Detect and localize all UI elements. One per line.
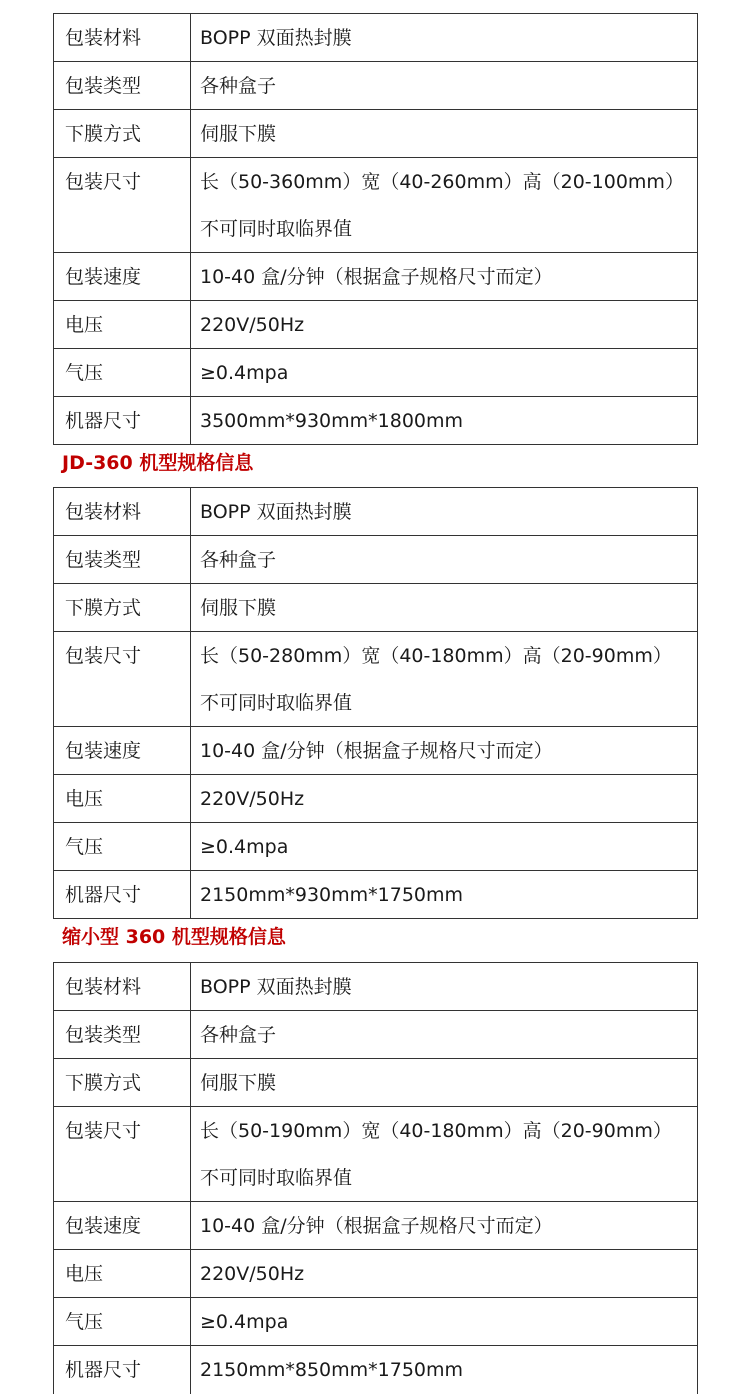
- row-value: 各种盒子: [191, 1011, 698, 1059]
- table-row: [54, 253, 698, 301]
- row-value-line-1: 长（50-280mm）宽（40-180mm）高（20-90mm）: [200, 645, 672, 667]
- row-label: 包装尺寸: [54, 158, 191, 253]
- section-title-compact-360: 缩小型 360 机型规格信息: [62, 926, 286, 948]
- row-value: 220V/50Hz: [191, 301, 698, 349]
- table-row: [54, 632, 698, 727]
- row-label: 气压: [54, 823, 191, 871]
- spec-table-3: [53, 962, 698, 1394]
- row-label: 气压: [54, 349, 191, 397]
- table-row: [54, 62, 698, 110]
- row-value-line-2: 不可同时取临界值: [200, 692, 353, 714]
- row-label: 电压: [54, 301, 191, 349]
- row-value-multiline: [191, 632, 698, 727]
- table-row: [54, 871, 698, 919]
- row-value-line-1: 长（50-360mm）宽（40-260mm）高（20-100mm）: [200, 171, 684, 193]
- section-title-jd360: JD-360 机型规格信息: [62, 452, 254, 474]
- table-row: [54, 536, 698, 584]
- row-value-line-1: 长（50-190mm）宽（40-180mm）高（20-90mm）: [200, 1120, 672, 1142]
- row-label: 包装类型: [54, 62, 191, 110]
- row-value: 2150mm*930mm*1750mm: [191, 871, 698, 919]
- table-row: [54, 14, 698, 62]
- table-row: [54, 1250, 698, 1298]
- row-label: 包装速度: [54, 1202, 191, 1250]
- row-label: 下膜方式: [54, 110, 191, 158]
- table-row: [54, 397, 698, 445]
- row-label: 包装速度: [54, 727, 191, 775]
- table-row: [54, 301, 698, 349]
- table-row: [54, 1346, 698, 1394]
- row-label: 下膜方式: [54, 584, 191, 632]
- table-row: [54, 727, 698, 775]
- row-value: 各种盒子: [191, 62, 698, 110]
- table-row: [54, 158, 698, 253]
- row-value-multiline: [191, 158, 698, 253]
- row-label: 包装材料: [54, 963, 191, 1011]
- table-row: [54, 1202, 698, 1250]
- row-label: 机器尺寸: [54, 871, 191, 919]
- row-label: 包装材料: [54, 488, 191, 536]
- table-row: [54, 775, 698, 823]
- table-row: [54, 584, 698, 632]
- table-row: [54, 488, 698, 536]
- row-value: 伺服下膜: [191, 584, 698, 632]
- row-value-line-2: 不可同时取临界值: [200, 1167, 353, 1189]
- row-value: BOPP 双面热封膜: [191, 14, 698, 62]
- table-row: [54, 1298, 698, 1346]
- row-value: BOPP 双面热封膜: [191, 963, 698, 1011]
- row-label: 电压: [54, 775, 191, 823]
- row-value: 220V/50Hz: [191, 1250, 698, 1298]
- row-value: BOPP 双面热封膜: [191, 488, 698, 536]
- row-value: ≥0.4mpa: [191, 1298, 698, 1346]
- table-row: [54, 1011, 698, 1059]
- row-value-line-2: 不可同时取临界值: [200, 218, 353, 240]
- row-label: 包装尺寸: [54, 1107, 191, 1202]
- row-value: ≥0.4mpa: [191, 823, 698, 871]
- row-value: 伺服下膜: [191, 1059, 698, 1107]
- row-label: 电压: [54, 1250, 191, 1298]
- table-row: [54, 823, 698, 871]
- spec-table-1: [53, 13, 698, 445]
- spec-table-2: [53, 487, 698, 919]
- row-value: 3500mm*930mm*1800mm: [191, 397, 698, 445]
- table-row: [54, 1059, 698, 1107]
- table-row: [54, 110, 698, 158]
- row-label: 包装材料: [54, 14, 191, 62]
- row-label: 包装类型: [54, 1011, 191, 1059]
- table-row: [54, 349, 698, 397]
- row-label: 机器尺寸: [54, 1346, 191, 1394]
- table-row: [54, 1107, 698, 1202]
- row-value: 伺服下膜: [191, 110, 698, 158]
- row-label: 下膜方式: [54, 1059, 191, 1107]
- row-value: 220V/50Hz: [191, 775, 698, 823]
- row-value-multiline: [191, 1107, 698, 1202]
- row-label: 机器尺寸: [54, 397, 191, 445]
- row-label: 包装类型: [54, 536, 191, 584]
- row-label: 包装速度: [54, 253, 191, 301]
- row-value: 10-40 盒/分钟（根据盒子规格尺寸而定）: [191, 253, 698, 301]
- row-value: 2150mm*850mm*1750mm: [191, 1346, 698, 1394]
- row-value: 10-40 盒/分钟（根据盒子规格尺寸而定）: [191, 1202, 698, 1250]
- row-value: 10-40 盒/分钟（根据盒子规格尺寸而定）: [191, 727, 698, 775]
- row-value: ≥0.4mpa: [191, 349, 698, 397]
- row-label: 包装尺寸: [54, 632, 191, 727]
- row-label: 气压: [54, 1298, 191, 1346]
- row-value: 各种盒子: [191, 536, 698, 584]
- table-row: [54, 963, 698, 1011]
